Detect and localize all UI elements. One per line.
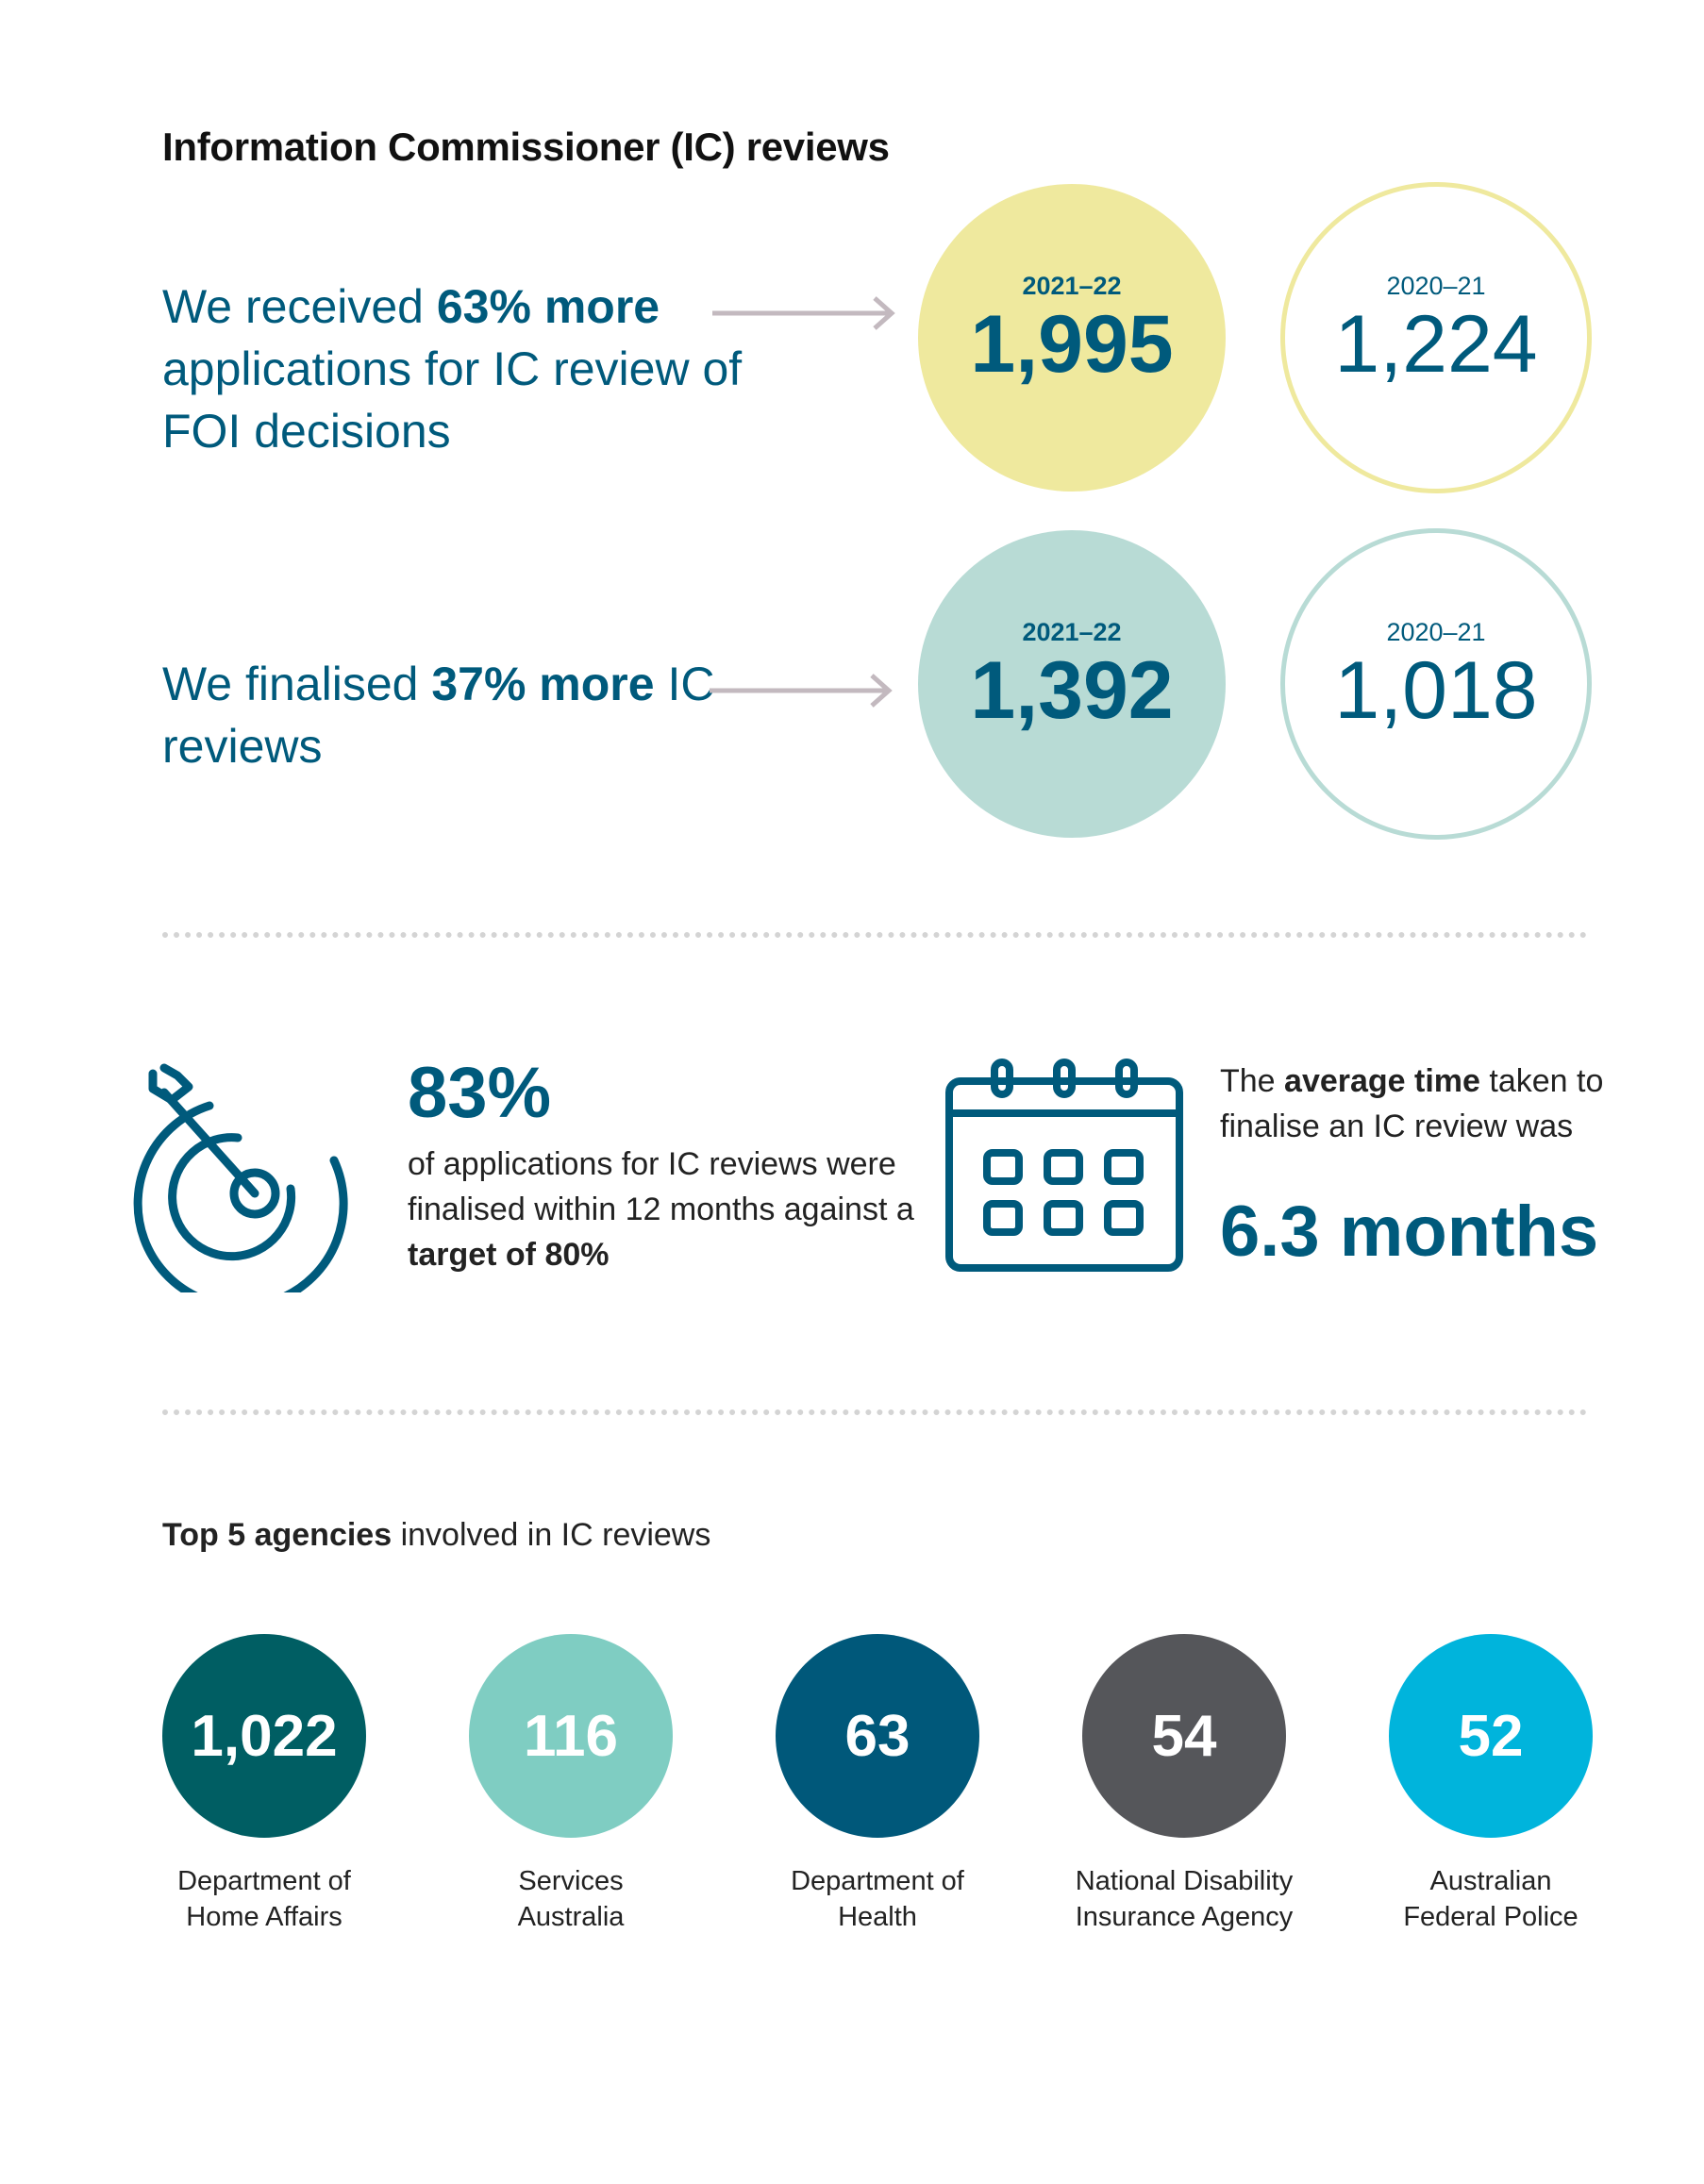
agency-label-afp xyxy=(1349,1863,1632,1935)
finalised-statement xyxy=(162,653,747,777)
agencies-head-bold: Top 5 agencies xyxy=(162,1517,393,1553)
agency-label-services-australia xyxy=(429,1863,712,1935)
agency-value: 1,022 xyxy=(191,1703,338,1769)
agency-value: 63 xyxy=(844,1703,910,1769)
agency-label-line1: Services xyxy=(518,1866,624,1896)
agency-label-line1: Australian xyxy=(1429,1866,1552,1896)
finalised-current-value: 1,392 xyxy=(970,644,1174,736)
agency-label-home-affairs xyxy=(123,1863,406,1935)
agency-value: 52 xyxy=(1458,1703,1524,1769)
finalised-text-post: IC reviews xyxy=(162,658,715,773)
agency-value: 54 xyxy=(1151,1703,1217,1769)
finalised-previous-year: 2020–21 xyxy=(1386,617,1486,646)
finalised-text-pre: We finalised xyxy=(162,658,432,710)
finalised-text-bold: 37% more xyxy=(431,658,655,710)
agency-label-line2: Australia xyxy=(517,1902,625,1932)
agencies-head-post: involved in IC reviews xyxy=(392,1517,711,1553)
target-desc-pre: of applications for IC reviews were finalised within 12 months against a xyxy=(408,1146,914,1227)
average-desc-post: taken to finalise an IC review was xyxy=(1220,1063,1604,1144)
agency-circle-health xyxy=(776,1634,979,1838)
finalised-previous-value: 1,018 xyxy=(1334,644,1538,736)
agency-value: 116 xyxy=(523,1703,619,1769)
divider xyxy=(162,1409,1587,1415)
received-text-post: applications for IC review of FOI decisions xyxy=(162,342,743,458)
arrow-right-icon xyxy=(712,294,901,332)
agency-circle-afp xyxy=(1389,1634,1593,1838)
average-value: 6.3 months xyxy=(1220,1192,1599,1272)
agency-label-line1: National Disability xyxy=(1075,1866,1294,1896)
target-icon xyxy=(132,1047,377,1292)
agency-label-line2: Federal Police xyxy=(1403,1902,1579,1932)
received-previous-circle xyxy=(1280,182,1592,493)
target-desc-bold: target of 80% xyxy=(408,1237,610,1273)
calendar-icon xyxy=(944,1055,1189,1281)
finalised-current-circle xyxy=(918,530,1226,838)
received-current-circle xyxy=(918,184,1226,492)
target-value: 83% xyxy=(408,1053,552,1133)
agency-circle-services-australia xyxy=(469,1634,673,1838)
agency-label-line2: Insurance Agency xyxy=(1075,1902,1294,1932)
received-previous-value: 1,224 xyxy=(1334,298,1538,390)
agency-circle-ndia xyxy=(1082,1634,1286,1838)
average-desc-pre: The xyxy=(1220,1063,1285,1099)
agency-label-line2: Health xyxy=(838,1902,917,1932)
received-current-value: 1,995 xyxy=(970,298,1174,390)
agency-label-health xyxy=(736,1863,1019,1935)
agency-label-line1: Department of xyxy=(791,1866,964,1896)
arrow-right-icon xyxy=(710,672,898,709)
average-description xyxy=(1220,1059,1616,1149)
received-previous-year: 2020–21 xyxy=(1386,271,1486,300)
agency-label-ndia xyxy=(1043,1863,1326,1935)
received-text-pre: We received xyxy=(162,280,437,333)
received-current-year: 2021–22 xyxy=(1022,271,1122,300)
page-title: Information Commissioner (IC) reviews xyxy=(162,125,890,169)
agencies-heading xyxy=(162,1517,710,1554)
agency-label-line2: Home Affairs xyxy=(186,1902,342,1932)
received-statement xyxy=(162,275,747,462)
agency-circle-home-affairs xyxy=(162,1634,366,1838)
agency-label-line1: Department of xyxy=(177,1866,351,1896)
average-desc-bold: average time xyxy=(1284,1063,1480,1099)
divider xyxy=(162,932,1587,938)
finalised-previous-circle xyxy=(1280,528,1592,840)
received-text-bold: 63% more xyxy=(436,280,660,333)
target-description xyxy=(408,1142,936,1277)
finalised-current-year: 2021–22 xyxy=(1022,617,1122,646)
